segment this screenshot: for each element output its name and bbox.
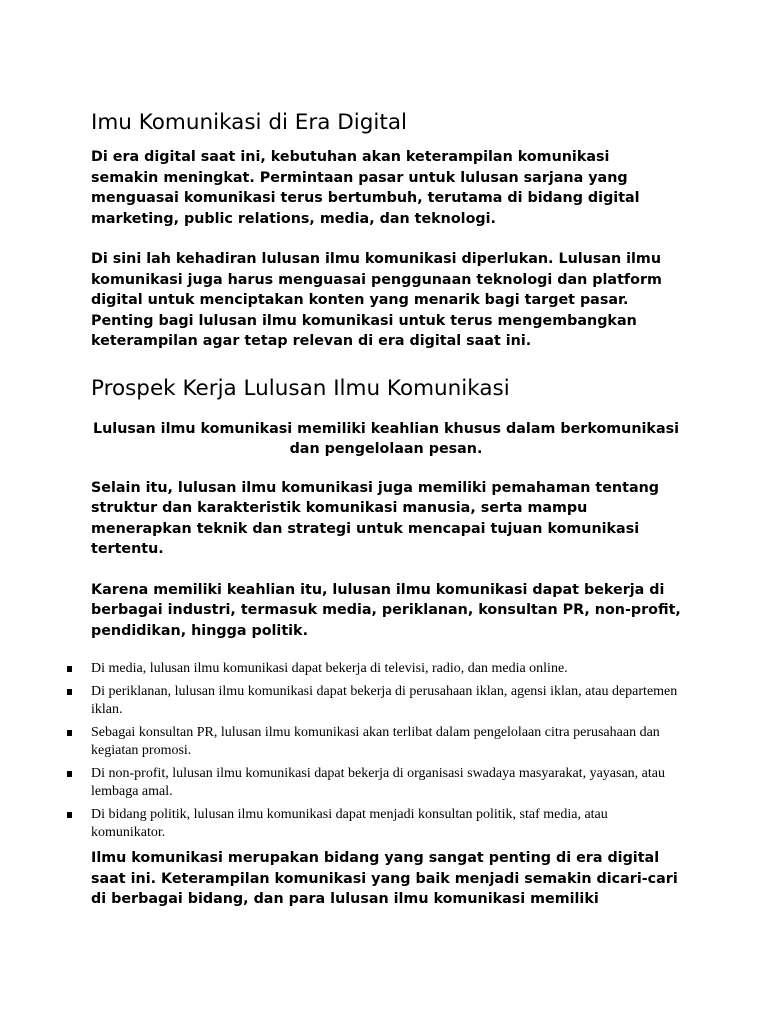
paragraph-industries: Karena memiliki keahlian itu, lulusan ilmu komunikasi dapat bekerja di berbagai industri, termasuk media, periklanan, konsultan PR, non-profit, pendidikan, hingga politik. bbox=[91, 581, 681, 639]
section-heading-career-prospects: Prospek Kerja Lulusan Ilmu Komunikasi bbox=[91, 375, 510, 401]
list-item-text: Sebagai konsultan PR, lulusan ilmu komunikasi akan terlibat dalam pengelolaan citra perusahaan dan kegiatan promosi. bbox=[91, 725, 660, 758]
document-body bbox=[91, 108, 681, 930]
list-item bbox=[67, 724, 683, 760]
list-item-text: Di media, lulusan ilmu komunikasi dapat bekerja di televisi, radio, dan media online. bbox=[91, 661, 568, 676]
square-bullet-icon bbox=[67, 689, 72, 695]
list-item-text: Di non-profit, lulusan ilmu komunikasi dapat bekerja di organisasi swadaya masyarakat, yayasan, atau lembaga amal. bbox=[91, 766, 665, 799]
list-item bbox=[67, 806, 683, 842]
list-item-text: Di periklanan, lulusan ilmu komunikasi dapat bekerja di perusahaan iklan, agensi iklan, atau departemen iklan. bbox=[91, 684, 678, 717]
paragraph-understanding: Selain itu, lulusan ilmu komunikasi juga memiliki pemahaman tentang struktur dan karakteristik komunikasi manusia, serta mampu menerapkan teknik dan strategi untuk mencapai tujuan komunikasi tertentu. bbox=[91, 479, 660, 557]
list-item bbox=[67, 683, 683, 719]
paragraph-closing: Ilmu komunikasi merupakan bidang yang sangat penting di era digital saat ini. Keterampilan komunikasi yang baik menjadi semakin dicari-cari di berbagai bidang, dan para lulusan ilmu komunikasi memiliki bbox=[91, 850, 678, 907]
list-item-text: Di bidang politik, lulusan ilmu komunikasi dapat menjadi konsultan politik, staf media, atau komunikator. bbox=[91, 807, 608, 840]
square-bullet-icon bbox=[67, 771, 72, 777]
square-bullet-icon bbox=[67, 666, 72, 672]
square-bullet-icon bbox=[67, 730, 72, 736]
paragraph-digital-demand: Di era digital saat ini, kebutuhan akan keterampilan komunikasi semakin meningkat. Permintaan pasar untuk lulusan sarjana yang menguasai komunikasi terus bertumbuh, terutama di bidang digital marketing, public relations, media, dan teknologi. bbox=[91, 149, 640, 227]
paragraph-centered-expertise: Lulusan ilmu komunikasi memiliki keahlian khusus dalam berkomunikasi dan pengelolaan pesan. bbox=[93, 420, 679, 457]
square-bullet-icon bbox=[67, 812, 72, 818]
list-item bbox=[67, 660, 683, 678]
industry-bullet-list bbox=[67, 660, 681, 842]
list-item bbox=[67, 765, 683, 801]
section-heading-digital-era: Imu Komunikasi di Era Digital bbox=[91, 110, 407, 135]
paragraph-graduates-needed: Di sini lah kehadiran lulusan ilmu komunikasi diperlukan. Lulusan ilmu komunikasi juga harus menguasai penggunaan teknologi dan platform digital untuk menciptakan konten yang menarik bagi target pasar. Penting bagi lulusan ilmu komunikasi untuk terus mengembangkan keterampilan agar tetap relevan di era digital saat ini. bbox=[91, 251, 662, 349]
